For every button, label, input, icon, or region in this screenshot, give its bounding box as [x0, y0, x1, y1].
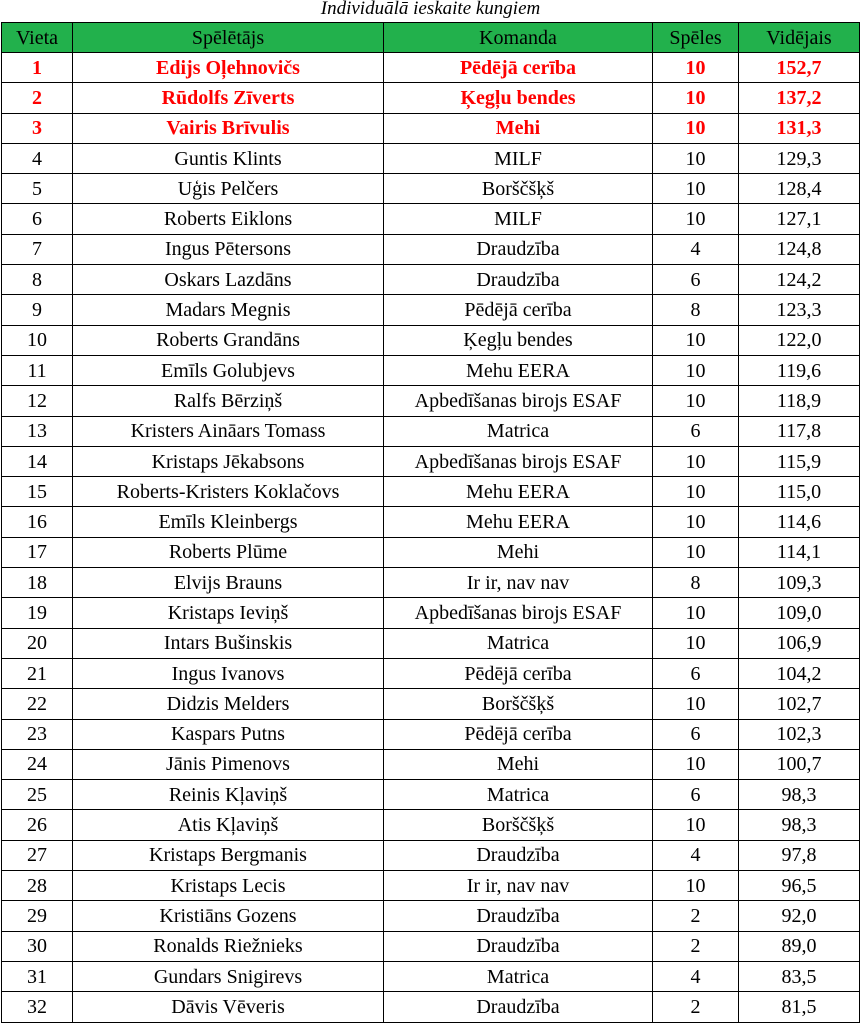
- cell-team: MILF: [384, 143, 653, 173]
- cell-player: Roberts Eiklons: [73, 204, 384, 234]
- cell-player: Kaspars Putns: [73, 719, 384, 749]
- cell-games: 10: [653, 355, 739, 385]
- cell-player: Vairis Brīvulis: [73, 113, 384, 143]
- cell-team: Draudzība: [384, 265, 653, 295]
- cell-games: 4: [653, 961, 739, 991]
- cell-player: Ingus Pētersons: [73, 234, 384, 264]
- cell-games: 6: [653, 658, 739, 688]
- table-row: [2, 325, 860, 355]
- cell-player: Ralfs Bērziņš: [73, 386, 384, 416]
- cell-average: 131,3: [739, 113, 860, 143]
- cell-average: 97,8: [739, 840, 860, 870]
- cell-average: 109,3: [739, 568, 860, 598]
- cell-place: 17: [2, 537, 73, 567]
- cell-player: Emīls Golubjevs: [73, 355, 384, 385]
- cell-games: 10: [653, 628, 739, 658]
- cell-games: 2: [653, 931, 739, 961]
- cell-games: 10: [653, 143, 739, 173]
- cell-place: 16: [2, 507, 73, 537]
- cell-player: Roberts Plūme: [73, 537, 384, 567]
- cell-games: 10: [653, 446, 739, 476]
- cell-average: 109,0: [739, 598, 860, 628]
- cell-team: Borščšķš: [384, 810, 653, 840]
- cell-average: 98,3: [739, 780, 860, 810]
- cell-average: 83,5: [739, 961, 860, 991]
- cell-average: 128,4: [739, 174, 860, 204]
- cell-team: Matrica: [384, 961, 653, 991]
- cell-games: 10: [653, 325, 739, 355]
- cell-player: Roberts Grandāns: [73, 325, 384, 355]
- cell-games: 2: [653, 901, 739, 931]
- cell-average: 127,1: [739, 204, 860, 234]
- cell-player: Atis Kļaviņš: [73, 810, 384, 840]
- cell-player: Kristiāns Gozens: [73, 901, 384, 931]
- cell-player: Intars Bušinskis: [73, 628, 384, 658]
- cell-place: 19: [2, 598, 73, 628]
- table-row: [2, 901, 860, 931]
- table-row: [2, 749, 860, 779]
- cell-team: Draudzība: [384, 931, 653, 961]
- cell-player: Kristaps Lecis: [73, 871, 384, 901]
- cell-player: Ingus Ivanovs: [73, 658, 384, 688]
- cell-player: Jānis Pimenovs: [73, 749, 384, 779]
- cell-player: Madars Megnis: [73, 295, 384, 325]
- header-team: Komanda: [384, 23, 653, 53]
- table-row: [2, 689, 860, 719]
- cell-place: 21: [2, 658, 73, 688]
- cell-average: 118,9: [739, 386, 860, 416]
- cell-place: 11: [2, 355, 73, 385]
- table-row: [2, 961, 860, 991]
- cell-average: 102,7: [739, 689, 860, 719]
- cell-team: Draudzība: [384, 992, 653, 1022]
- cell-average: 119,6: [739, 355, 860, 385]
- cell-player: Emīls Kleinbergs: [73, 507, 384, 537]
- cell-team: Borščšķš: [384, 689, 653, 719]
- cell-team: Apbedīšanas birojs ESAF: [384, 446, 653, 476]
- cell-games: 10: [653, 204, 739, 234]
- cell-games: 8: [653, 295, 739, 325]
- cell-games: 10: [653, 477, 739, 507]
- cell-average: 89,0: [739, 931, 860, 961]
- cell-player: Rūdolfs Zīverts: [73, 83, 384, 113]
- cell-team: Draudzība: [384, 234, 653, 264]
- cell-team: Mehi: [384, 537, 653, 567]
- table-row: [2, 871, 860, 901]
- cell-place: 1: [2, 53, 73, 83]
- table-row: [2, 719, 860, 749]
- cell-place: 26: [2, 810, 73, 840]
- cell-place: 25: [2, 780, 73, 810]
- cell-average: 98,3: [739, 810, 860, 840]
- cell-average: 96,5: [739, 871, 860, 901]
- cell-games: 10: [653, 749, 739, 779]
- header-average: Vidējais: [739, 23, 860, 53]
- cell-team: Ir ir, nav nav: [384, 568, 653, 598]
- table-row: [2, 658, 860, 688]
- table-row: [2, 143, 860, 173]
- cell-average: 114,1: [739, 537, 860, 567]
- cell-place: 2: [2, 83, 73, 113]
- cell-team: Apbedīšanas birojs ESAF: [384, 598, 653, 628]
- table-row: [2, 840, 860, 870]
- cell-place: 5: [2, 174, 73, 204]
- cell-player: Didzis Melders: [73, 689, 384, 719]
- table-row: [2, 265, 860, 295]
- cell-place: 27: [2, 840, 73, 870]
- cell-games: 10: [653, 871, 739, 901]
- cell-games: 4: [653, 840, 739, 870]
- cell-games: 10: [653, 598, 739, 628]
- cell-games: 6: [653, 719, 739, 749]
- cell-games: 6: [653, 780, 739, 810]
- cell-average: 123,3: [739, 295, 860, 325]
- cell-team: Pēdējā cerība: [384, 295, 653, 325]
- cell-average: 124,2: [739, 265, 860, 295]
- table-row: [2, 174, 860, 204]
- cell-place: 12: [2, 386, 73, 416]
- header-games: Spēles: [653, 23, 739, 53]
- cell-player: Guntis Klints: [73, 143, 384, 173]
- cell-team: Apbedīšanas birojs ESAF: [384, 386, 653, 416]
- cell-average: 115,0: [739, 477, 860, 507]
- cell-place: 31: [2, 961, 73, 991]
- cell-games: 8: [653, 568, 739, 598]
- table-row: [2, 628, 860, 658]
- cell-average: 102,3: [739, 719, 860, 749]
- cell-games: 10: [653, 53, 739, 83]
- cell-average: 122,0: [739, 325, 860, 355]
- table-row: [2, 810, 860, 840]
- cell-average: 115,9: [739, 446, 860, 476]
- cell-team: Mehu EERA: [384, 507, 653, 537]
- cell-games: 6: [653, 416, 739, 446]
- cell-team: Draudzība: [384, 901, 653, 931]
- cell-player: Elvijs Brauns: [73, 568, 384, 598]
- cell-average: 152,7: [739, 53, 860, 83]
- cell-games: 4: [653, 234, 739, 264]
- cell-player: Kristaps Ieviņš: [73, 598, 384, 628]
- cell-team: Pēdējā cerība: [384, 658, 653, 688]
- cell-place: 8: [2, 265, 73, 295]
- table-row: [2, 568, 860, 598]
- cell-player: Edijs Oļehnovičs: [73, 53, 384, 83]
- cell-player: Kristaps Bergmanis: [73, 840, 384, 870]
- cell-team: Borščšķš: [384, 174, 653, 204]
- cell-games: 10: [653, 386, 739, 416]
- cell-average: 137,2: [739, 83, 860, 113]
- table-row: [2, 416, 860, 446]
- cell-place: 29: [2, 901, 73, 931]
- cell-place: 13: [2, 416, 73, 446]
- cell-games: 10: [653, 174, 739, 204]
- table-row: [2, 355, 860, 385]
- cell-player: Kristaps Jēkabsons: [73, 446, 384, 476]
- header-place: Vieta: [2, 23, 73, 53]
- cell-team: Mehi: [384, 749, 653, 779]
- cell-place: 28: [2, 871, 73, 901]
- table-row: [2, 477, 860, 507]
- cell-place: 10: [2, 325, 73, 355]
- cell-place: 23: [2, 719, 73, 749]
- table-row: [2, 446, 860, 476]
- cell-team: Pēdējā cerība: [384, 719, 653, 749]
- cell-games: 6: [653, 265, 739, 295]
- cell-player: Oskars Lazdāns: [73, 265, 384, 295]
- cell-place: 32: [2, 992, 73, 1022]
- cell-team: Pēdējā cerība: [384, 53, 653, 83]
- header-player: Spēlētājs: [73, 23, 384, 53]
- cell-games: 10: [653, 507, 739, 537]
- table-row: [2, 507, 860, 537]
- table-row: [2, 386, 860, 416]
- cell-player: Dāvis Vēveris: [73, 992, 384, 1022]
- cell-team: Ir ir, nav nav: [384, 871, 653, 901]
- ranking-table: [1, 22, 860, 1023]
- cell-player: Roberts-Kristers Koklačovs: [73, 477, 384, 507]
- cell-team: Matrica: [384, 628, 653, 658]
- cell-place: 22: [2, 689, 73, 719]
- cell-games: 10: [653, 810, 739, 840]
- table-row: [2, 295, 860, 325]
- table-row: [2, 113, 860, 143]
- cell-player: Reinis Kļaviņš: [73, 780, 384, 810]
- cell-place: 6: [2, 204, 73, 234]
- table-row: [2, 598, 860, 628]
- cell-average: 100,7: [739, 749, 860, 779]
- table-row: [2, 931, 860, 961]
- cell-team: Mehu EERA: [384, 355, 653, 385]
- cell-player: Uģis Pelčers: [73, 174, 384, 204]
- cell-games: 10: [653, 537, 739, 567]
- table-row: [2, 83, 860, 113]
- cell-place: 24: [2, 749, 73, 779]
- cell-games: 10: [653, 113, 739, 143]
- cell-team: Matrica: [384, 780, 653, 810]
- cell-team: Mehu EERA: [384, 477, 653, 507]
- table-row: [2, 53, 860, 83]
- cell-team: Mehi: [384, 113, 653, 143]
- cell-average: 124,8: [739, 234, 860, 264]
- page-title: Individuālā ieskaite kungiem: [320, 0, 541, 19]
- cell-place: 15: [2, 477, 73, 507]
- cell-place: 7: [2, 234, 73, 264]
- cell-average: 117,8: [739, 416, 860, 446]
- cell-average: 104,2: [739, 658, 860, 688]
- cell-player: Gundars Snigirevs: [73, 961, 384, 991]
- cell-place: 3: [2, 113, 73, 143]
- cell-player: Kristers Aināars Tomass: [73, 416, 384, 446]
- table-header-row: [2, 23, 860, 53]
- cell-average: 106,9: [739, 628, 860, 658]
- cell-place: 18: [2, 568, 73, 598]
- table-body: [2, 53, 860, 1023]
- cell-place: 20: [2, 628, 73, 658]
- cell-place: 4: [2, 143, 73, 173]
- cell-place: 14: [2, 446, 73, 476]
- cell-average: 92,0: [739, 901, 860, 931]
- table-row: [2, 234, 860, 264]
- cell-team: Draudzība: [384, 840, 653, 870]
- cell-team: Ķegļu bendes: [384, 83, 653, 113]
- table-row: [2, 992, 860, 1022]
- table-row: [2, 537, 860, 567]
- table-row: [2, 204, 860, 234]
- cell-average: 81,5: [739, 992, 860, 1022]
- cell-games: 2: [653, 992, 739, 1022]
- cell-team: Matrica: [384, 416, 653, 446]
- cell-games: 10: [653, 689, 739, 719]
- cell-place: 9: [2, 295, 73, 325]
- cell-average: 114,6: [739, 507, 860, 537]
- cell-team: Ķegļu bendes: [384, 325, 653, 355]
- table-row: [2, 780, 860, 810]
- cell-player: Ronalds Riežnieks: [73, 931, 384, 961]
- cell-team: MILF: [384, 204, 653, 234]
- cell-place: 30: [2, 931, 73, 961]
- cell-average: 129,3: [739, 143, 860, 173]
- cell-games: 10: [653, 83, 739, 113]
